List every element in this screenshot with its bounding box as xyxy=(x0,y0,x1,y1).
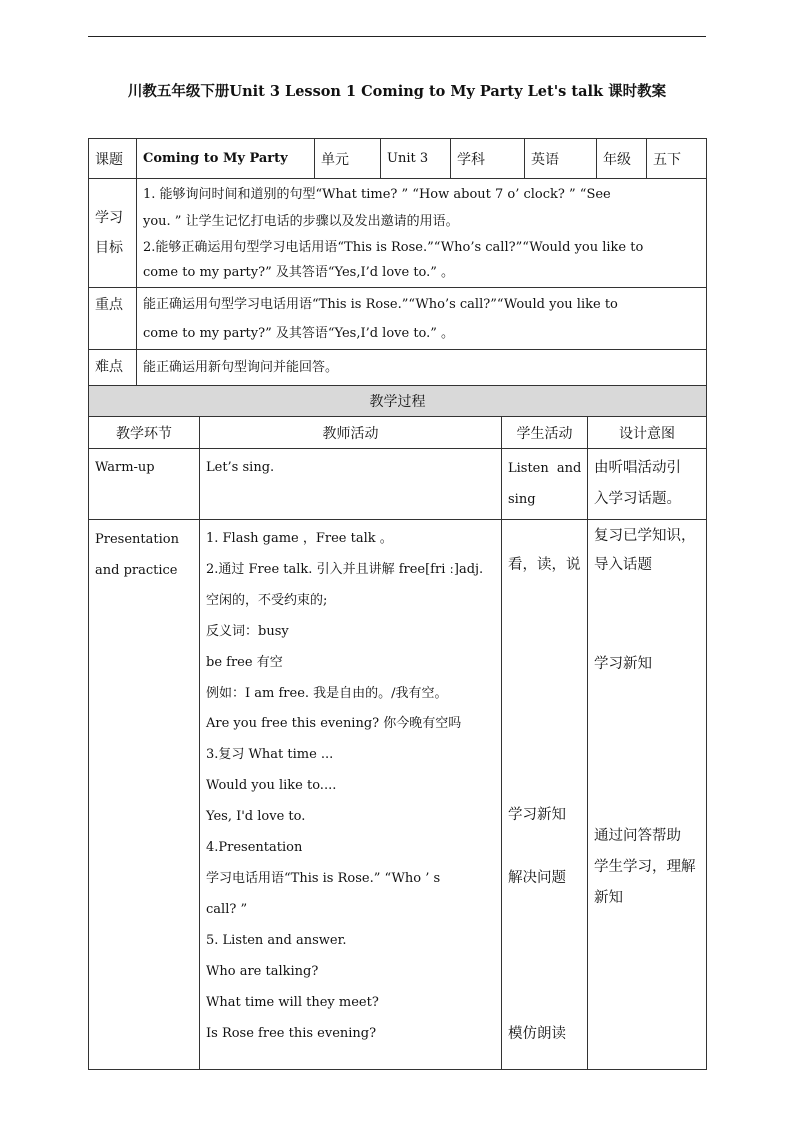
key-points-content xyxy=(137,288,707,350)
topic-label: 课题 xyxy=(89,139,137,179)
goals-line-2: you. ” 让学生记忆打电话的步骤以及发出邀请的用语。 xyxy=(143,214,459,229)
teacher-line-1: 1. Flash game ，Free talk 。 xyxy=(206,531,393,546)
key-points-line-1: 能正确运用句型学习电话用语“This is Rose.”“Who’s call?”“Would you like to xyxy=(143,297,618,312)
intent-line-6: 新知 xyxy=(594,890,623,906)
process-header-row xyxy=(89,386,707,417)
col-student-header: 学生活动 xyxy=(502,417,588,449)
presentation-stage-line-2: and practice xyxy=(95,563,178,578)
teacher-line-11: 4.Presentation xyxy=(206,840,303,856)
goals-line-4: come to my party?” 及其答语“Yes,I’d love to.” 。 xyxy=(143,265,455,280)
presentation-row xyxy=(89,520,707,1070)
topic-value: Coming to My Party xyxy=(137,139,315,179)
lesson-info-table xyxy=(88,138,707,398)
warmup-teacher xyxy=(200,449,502,520)
col-intent-header: 设计意图 xyxy=(588,417,707,449)
intent-line-3: 学习新知 xyxy=(594,656,652,672)
goals-row xyxy=(89,179,707,288)
goals-label-line1: 学习 xyxy=(95,210,123,226)
document-title: 川教五年级下册Unit 3 Lesson 1 Coming to My Party Let's talk 课时教案 xyxy=(127,83,667,100)
col-teacher-header: 教师活动 xyxy=(200,417,502,449)
teacher-line-17: Is Rose free this evening? xyxy=(206,1025,377,1041)
student-activity-4: 模仿朗读 xyxy=(508,1026,566,1042)
difficulty-content: 能正确运用新句型询问并能回答。 xyxy=(137,350,707,398)
warmup-stage xyxy=(89,449,200,520)
warmup-student-line-2: sing xyxy=(508,492,536,507)
teacher-line-8: 3.复习 What time ... xyxy=(206,747,334,763)
warmup-stage-text: Warm-up xyxy=(95,460,155,475)
warmup-teacher-text: Let’s sing. xyxy=(206,460,275,475)
presentation-student xyxy=(502,520,588,1070)
warmup-intent-line-1: 由听唱活动引 xyxy=(594,460,681,476)
teaching-process-table xyxy=(88,385,707,1070)
goals-line-1: 1. 能够询问时间和道别的句型“What time? ” “How about 7 o’ clock? ” “See xyxy=(143,187,611,202)
teacher-line-2: 2.通过 Free talk. 引入并且讲解 free[fri ː]adj. xyxy=(206,561,484,577)
teacher-line-12: 学习电话用语“This is Rose.” “Who ’ s xyxy=(206,870,441,886)
intent-line-1: 复习已学知识， xyxy=(594,528,696,544)
header-rule xyxy=(88,36,706,37)
teacher-line-6: 例如：I am free. 我是自由的。/我有空。 xyxy=(206,685,448,701)
warmup-student xyxy=(502,449,588,520)
teacher-line-4: 反义词：busy xyxy=(206,623,289,639)
intent-line-5: 学生学习，理解 xyxy=(594,859,696,875)
subject-label: 学科 xyxy=(451,139,525,179)
difficulty-label: 难点 xyxy=(89,350,137,398)
teacher-line-15: Who are talking? xyxy=(206,963,319,979)
process-columns-row xyxy=(89,417,707,449)
presentation-intent xyxy=(588,520,707,1070)
key-points-row xyxy=(89,288,707,350)
grade-value: 五下 xyxy=(647,139,707,179)
teacher-line-13: call? ” xyxy=(206,901,248,917)
col-stage-header: 教学环节 xyxy=(89,417,200,449)
warmup-row xyxy=(89,449,707,520)
intent-line-2: 导入话题 xyxy=(594,557,652,573)
teacher-line-14: 5. Listen and answer. xyxy=(206,932,347,948)
student-activity-2: 学习新知 xyxy=(508,807,566,823)
goals-content xyxy=(137,179,707,288)
grade-label: 年级 xyxy=(597,139,647,179)
info-row xyxy=(89,139,707,179)
presentation-stage xyxy=(89,520,200,1070)
goals-line-3: 2.能够正确运用句型学习电话用语“This is Rose.”“Who’s call?”“Would you like to xyxy=(143,240,644,255)
key-points-label: 重点 xyxy=(89,288,137,350)
warmup-student-line-1: Listen and xyxy=(508,461,582,476)
goals-label xyxy=(89,179,137,288)
teacher-line-9: Would you like to.... xyxy=(206,778,337,794)
warmup-intent xyxy=(588,449,707,520)
unit-value: Unit 3 xyxy=(381,139,451,179)
key-points-line-2: come to my party?” 及其答语“Yes,I’d love to.” 。 xyxy=(143,326,455,341)
process-header: 教学过程 xyxy=(89,386,707,417)
student-activity-1: 看，读，说 xyxy=(508,557,581,573)
presentation-stage-line-1: Presentation xyxy=(95,532,179,547)
subject-value: 英语 xyxy=(525,139,597,179)
warmup-intent-line-2: 入学习话题。 xyxy=(594,491,681,507)
student-activity-3: 解决问题 xyxy=(508,870,566,886)
teacher-line-5: be free 有空 xyxy=(206,654,283,670)
presentation-teacher xyxy=(200,520,502,1070)
unit-label: 单元 xyxy=(315,139,381,179)
teacher-line-16: What time will they meet? xyxy=(206,994,379,1010)
goals-label-line2: 目标 xyxy=(95,240,123,256)
intent-line-4: 通过问答帮助 xyxy=(594,828,681,844)
teacher-line-10: Yes, I'd love to. xyxy=(206,809,306,825)
teacher-line-7: Are you free this evening? 你今晚有空吗 xyxy=(206,716,462,732)
teacher-line-3: 空闲的，不受约束的; xyxy=(206,592,328,608)
